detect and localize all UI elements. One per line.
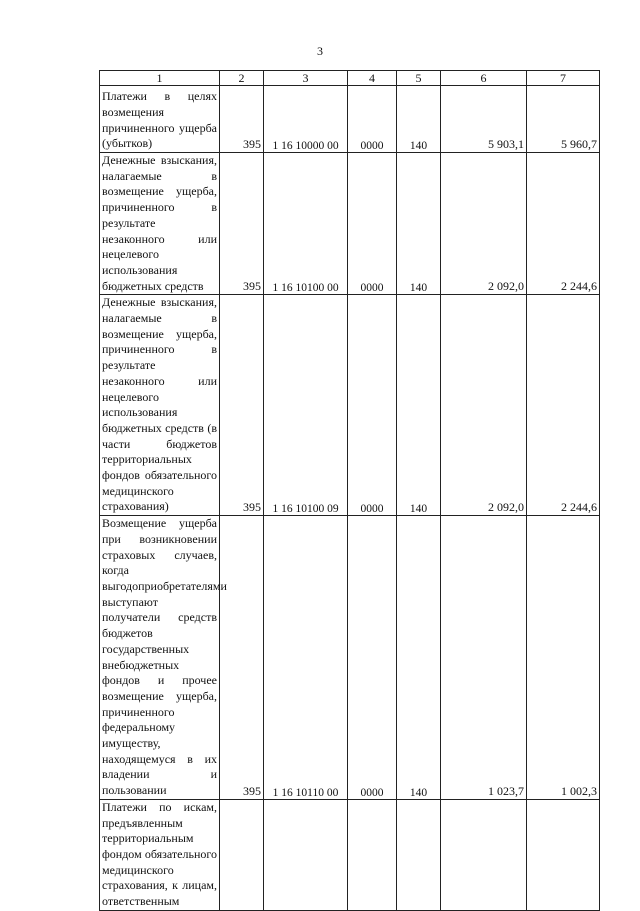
row-name: Возмещение ущерба при возникновении страховых случаев, когда выгодоприобретателями выступают получатели средств бюджетов государственных внебюджетных фондов и прочее возмещение ущерба, причиненного федеральному имуществу, находящемуся в их владении и пользовании — [100, 516, 220, 800]
header-col-2: 2 — [220, 71, 264, 86]
header-col-6: 6 — [441, 71, 527, 86]
row-kbk-code: 1 16 10100 09 — [264, 295, 348, 516]
row-name: Денежные взыскания, налагаемые в возмещение ущерба, причиненного в результате незаконного или нецелевого использования бюджетных средств (в части бюджетов территориальных фондов обязательного медицинского страхования) — [100, 295, 220, 516]
row-kbk-code: 1 16 10000 00 — [264, 86, 348, 153]
row-value-col6: 2 092,0 — [441, 295, 527, 516]
row-name: Денежные взыскания, налагаемые в возмещение ущерба, причиненного в результате незаконного или нецелевого использования бюджетных средств — [100, 153, 220, 295]
row-program-code — [348, 799, 397, 910]
header-col-7: 7 — [527, 71, 600, 86]
row-value-col7: 1 002,3 — [527, 516, 600, 800]
table-row — [100, 295, 600, 516]
row-value-col6: 1 023,7 — [441, 516, 527, 800]
header-col-4: 4 — [348, 71, 397, 86]
row-kbk-code — [264, 799, 348, 910]
row-value-col6 — [441, 799, 527, 910]
row-program-code: 0000 — [348, 153, 397, 295]
row-program-code: 0000 — [348, 516, 397, 800]
row-admin-code — [220, 799, 264, 910]
budget-table — [99, 70, 600, 911]
row-program-code: 0000 — [348, 86, 397, 153]
row-value-col7 — [527, 799, 600, 910]
row-kosgu-code: 140 — [397, 86, 441, 153]
row-value-col7: 2 244,6 — [527, 153, 600, 295]
row-value-col6: 2 092,0 — [441, 153, 527, 295]
row-name: Платежи по искам, предъявленным территориальным фондом обязательного медицинского страхования, к лицам, ответственным — [100, 799, 220, 910]
row-admin-code: 395 — [220, 86, 264, 153]
row-admin-code: 395 — [220, 153, 264, 295]
header-col-5: 5 — [397, 71, 441, 86]
table-row — [100, 153, 600, 295]
row-kosgu-code: 140 — [397, 295, 441, 516]
header-col-1: 1 — [100, 71, 220, 86]
row-kosgu-code — [397, 799, 441, 910]
row-value-col7: 2 244,6 — [527, 295, 600, 516]
table-row — [100, 799, 600, 910]
header-row — [100, 71, 600, 86]
row-kbk-code: 1 16 10100 00 — [264, 153, 348, 295]
row-admin-code: 395 — [220, 516, 264, 800]
row-kosgu-code: 140 — [397, 153, 441, 295]
row-value-col7: 5 960,7 — [527, 86, 600, 153]
row-name: Платежи в целях возмещения причиненного ущерба (убытков) — [100, 86, 220, 153]
header-col-3: 3 — [264, 71, 348, 86]
table-row — [100, 86, 600, 153]
row-program-code: 0000 — [348, 295, 397, 516]
table-row — [100, 516, 600, 800]
row-kosgu-code: 140 — [397, 516, 441, 800]
row-kbk-code: 1 16 10110 00 — [264, 516, 348, 800]
row-admin-code: 395 — [220, 295, 264, 516]
row-value-col6: 5 903,1 — [441, 86, 527, 153]
page-number: 3 — [317, 44, 323, 58]
